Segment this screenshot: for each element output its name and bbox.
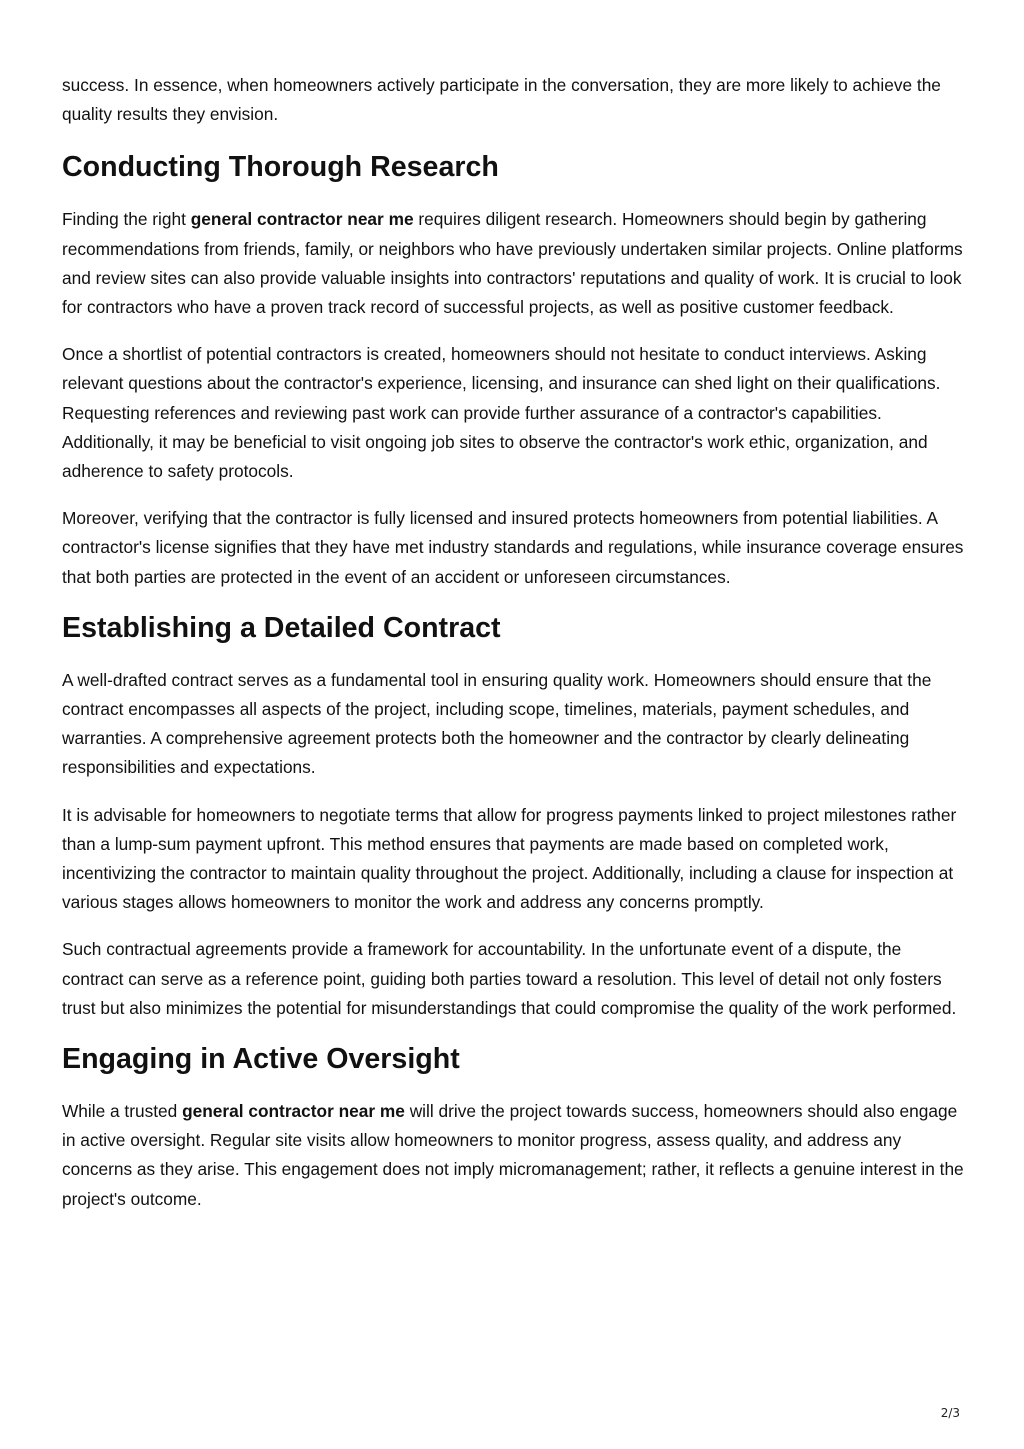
oversight-paragraph-1 <box>62 1097 967 1214</box>
section-heading-research: Conducting Thorough Research <box>62 151 499 184</box>
research-paragraph-1 <box>62 205 967 322</box>
keyword-general-contractor: general contractor near me <box>190 209 414 230</box>
contract-paragraph-2: It is advisable for homeowners to negotiate terms that allow for progress payments linked to project milestones rather than a lump-sum payment upfront. This method ensures that payments are made based on completed work, incentivizing the contractor to maintain quality throughout the project. Additionally, including a clause for inspection at various stages allows homeowners to monitor the work and address any concerns promptly. <box>62 804 957 913</box>
contract-paragraph-1: A well-drafted contract serves as a fundamental tool in ensuring quality work. Homeowners should ensure that the contract encompasses all aspects of the project, including scope, timelines, materials, payment schedules, and warranties. A comprehensive agreement protects both the homeowner and the contractor by clearly delineating responsibilities and expectations. <box>62 669 932 778</box>
research-paragraph-1-before: Finding the right <box>62 209 191 230</box>
intro-paragraph: success. In essence, when homeowners actively participate in the conversation, they are more likely to achieve the quality results they envision. <box>62 75 941 125</box>
document-page <box>62 71 967 1232</box>
keyword-general-contractor: general contractor near me <box>182 1101 405 1122</box>
oversight-paragraph-1-after: will drive the project towards success, homeowners should also engage in active oversight. Regular site visits allow homeowners to monitor progress, assess quality, and address any concerns as they arise. This engagement does not imply micromanagement; rather, it reflects a genuine interest in the project's outcome. <box>62 1101 964 1209</box>
section-heading-contract: Establishing a Detailed Contract <box>62 611 501 644</box>
research-paragraph-3: Moreover, verifying that the contractor is fully licensed and insured protects homeowners from potential liabilities. A contractor's license signifies that they have met industry standards and regulations, while insurance coverage ensures that both parties are protected in the event of an accident or unforeseen circumstances. <box>62 508 964 587</box>
oversight-paragraph-1-before: While a trusted <box>62 1101 183 1122</box>
research-paragraph-2: Once a shortlist of potential contractors is created, homeowners should not hesitate to conduct interviews. Asking relevant questions about the contractor's experience, licensing, and insurance can shed light on their qualifications. Requesting references and reviewing past work can provide further assurance of a contractor's capabilities. Additionally, it may be beneficial to visit ongoing job sites to observe the contractor's work ethic, organization, and adherence to safety protocols. <box>62 344 941 482</box>
page-number: 2/3 <box>940 1406 960 1420</box>
research-paragraph-1-after: requires diligent research. Homeowners should begin by gathering recommendations from friends, family, or neighbors who have previously undertaken similar projects. Online platforms and review sites can also provide valuable insights into contractors' reputations and quality of work. It is crucial to look for contractors who have a proven track record of successful projects, as well as positive customer feedback. <box>62 209 963 318</box>
contract-paragraph-3: Such contractual agreements provide a framework for accountability. In the unfortunate event of a dispute, the contract can serve as a reference point, guiding both parties toward a resolution. This level of detail not only fosters trust but also minimizes the potential for misunderstandings that could compromise the quality of the work performed. <box>62 939 957 1018</box>
section-heading-oversight: Engaging in Active Oversight <box>62 1043 460 1076</box>
